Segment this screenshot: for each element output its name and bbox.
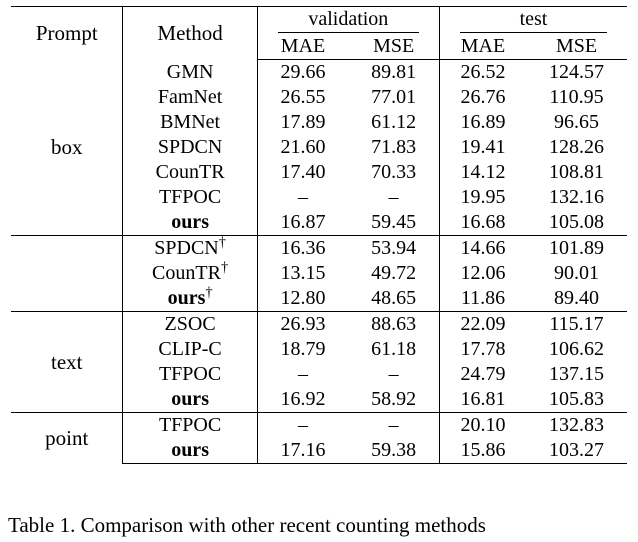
results-table [11,6,627,464]
table-row [11,312,627,338]
dagger-marker: † [220,259,229,276]
row-method: SPDCN [123,135,257,160]
table-row [11,413,627,439]
cell-val-mae: 16.92 [257,387,348,413]
cell-test-mae: 12.06 [439,261,526,286]
row-prompt: box [50,135,83,160]
cell-val-mse: – [388,363,399,385]
cell-test-mae: 16.81 [439,387,526,413]
row-method: TFPOC [123,362,257,387]
cell-test-mae: 11.86 [439,286,526,312]
cell-val-mae: 13.15 [257,261,348,286]
row-method: ours [123,438,257,464]
row-method: TFPOC [123,413,257,439]
cell-test-mae: 20.10 [439,413,526,439]
row-method: GMN [123,60,257,86]
cell-val-mae: 18.79 [257,337,348,362]
cell-test-mse: 105.08 [549,211,605,233]
table-page [0,6,638,542]
table-row [11,60,627,86]
header-test [439,7,627,35]
row-method: ZSOC [123,312,257,338]
cell-val-mae: 17.16 [257,438,348,464]
cell-test-mse: 110.95 [549,86,604,108]
cell-test-mse: 132.83 [526,413,627,439]
cell-val-mse: – [348,413,439,439]
cell-val-mse: 48.65 [371,287,417,309]
row-method: SPDCN† [123,236,257,262]
row-prompt [11,236,123,312]
cell-val-mae: 16.36 [257,236,348,262]
header-validation [257,7,439,35]
cell-test-mse: 105.83 [549,388,605,410]
cell-val-mae: 26.93 [257,312,348,338]
cell-val-mae: – [257,413,348,439]
cell-val-mse: 88.63 [348,312,439,338]
cell-test-mae: 19.41 [439,135,526,160]
cell-test-mse: 132.16 [549,186,605,208]
header-test-label: test [460,8,607,33]
cell-test-mse: 108.81 [549,161,605,183]
dagger-marker: † [218,234,226,251]
cell-test-mae: 15.86 [439,438,526,464]
cell-val-mse: 58.92 [371,388,417,410]
table-caption: Table 1. Comparison with other recent counting methods [8,513,486,537]
header-val-mae: MAE [257,34,348,60]
cell-val-mae: 26.55 [257,85,348,110]
cell-test-mse: 96.65 [554,111,600,133]
cell-test-mae: 14.66 [439,236,526,262]
header-prompt: Prompt [11,7,123,60]
cell-test-mae: 14.12 [439,160,526,185]
cell-test-mae: 16.89 [439,110,526,135]
cell-test-mae: 19.95 [439,185,526,210]
cell-test-mse: 124.57 [549,61,605,83]
header-validation-label: validation [278,8,419,33]
cell-val-mae: 21.60 [257,135,348,160]
cell-test-mse: 128.26 [549,136,605,158]
cell-val-mae: 29.66 [257,60,348,86]
cell-test-mae: 16.68 [439,210,526,236]
row-method: ours [123,387,257,413]
cell-val-mse: 70.33 [371,161,417,183]
cell-val-mse: 77.01 [371,86,417,108]
row-method: CounTR [123,160,257,185]
cell-val-mse: 61.18 [371,338,417,360]
row-method: ours† [123,286,257,312]
cell-test-mse: 106.62 [549,338,605,360]
row-method: BMNet [123,110,257,135]
row-method: TFPOC [123,185,257,210]
row-method: CounTR† [123,261,257,286]
cell-test-mse: 103.27 [526,438,627,464]
row-method: FamNet [123,85,257,110]
cell-test-mse: 115.17 [526,312,627,338]
cell-val-mae: – [257,185,348,210]
cell-test-mae: 26.52 [439,60,526,86]
header-test-mse: MSE [526,34,627,60]
table-header-row-1 [11,7,627,35]
row-prompt: text [11,312,123,413]
row-method: ours [123,210,257,236]
cell-test-mse: 90.01 [554,262,600,284]
cell-test-mse: 89.40 [554,287,600,309]
cell-val-mse: 61.12 [371,111,417,133]
cell-test-mae: 26.76 [439,85,526,110]
header-val-mse: MSE [348,34,439,60]
cell-val-mae: 17.89 [257,110,348,135]
table-body [11,7,627,464]
header-method: Method [123,7,257,60]
cell-val-mse: – [388,186,399,208]
cell-val-mse: 59.38 [348,438,439,464]
cell-test-mae: 22.09 [439,312,526,338]
cell-val-mse: 59.45 [371,211,417,233]
cell-test-mae: 24.79 [439,362,526,387]
cell-val-mae: 17.40 [257,160,348,185]
cell-test-mae: 17.78 [439,337,526,362]
table-row [11,236,627,262]
cell-val-mse: 89.81 [371,61,417,83]
row-method: CLIP-C [123,337,257,362]
cell-val-mse: 49.72 [371,262,417,284]
cell-val-mae: – [257,362,348,387]
cell-val-mse: 53.94 [348,236,439,262]
row-prompt: point [11,413,123,464]
dagger-marker: † [205,284,213,301]
cell-val-mae: 16.87 [257,210,348,236]
cell-val-mse: 71.83 [371,136,417,158]
cell-test-mse: 101.89 [526,236,627,262]
cell-test-mse: 137.15 [549,363,605,385]
header-test-mae: MAE [439,34,526,60]
cell-val-mae: 12.80 [257,286,348,312]
